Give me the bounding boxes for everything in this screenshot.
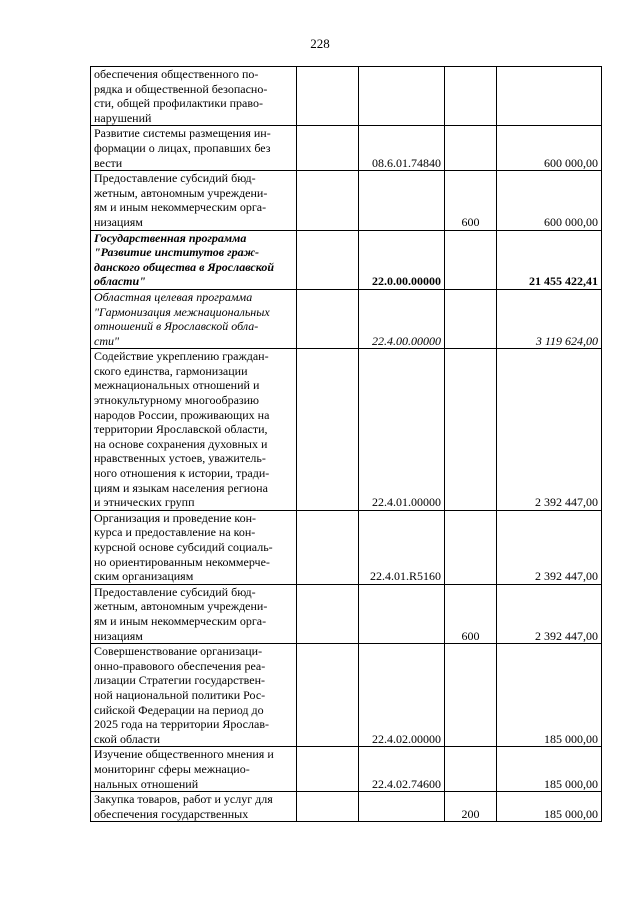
row-empty-cell: [297, 349, 359, 511]
table-row: [91, 230, 602, 289]
row-code-cell: 22.4.02.00000: [359, 644, 445, 747]
row-name-cell: Совершенствование организаци- онно-правового обеспечения реа- лизации Стратегии государствен- ной национальной политики Рос- сийской Федерации на период до 2025 года на территории Ярослав- ской области: [91, 644, 297, 747]
row-name-cell: Содействие укреплению граждан- ского единства, гармонизации межнациональных отношений и этнокультурному многообразию народов России, проживающих на территории Ярославской области, на основе сохранения духовных и нравственных устоев, уважитель- ного отношения к истории, тради- циям и языкам населения региона и этнических групп: [91, 349, 297, 511]
row-type-cell: [445, 747, 497, 792]
row-name-cell: Закупка товаров, работ и услуг для обеспечения государственных: [91, 792, 297, 822]
row-amount-cell: 2 392 447,00: [497, 510, 602, 584]
row-type-cell: 600: [445, 171, 497, 230]
row-type-cell: [445, 510, 497, 584]
row-type-cell: [445, 644, 497, 747]
row-amount-cell: 2 392 447,00: [497, 584, 602, 643]
row-empty-cell: [297, 792, 359, 822]
row-amount-cell: [497, 67, 602, 126]
page-number: 228: [310, 36, 330, 51]
table-row: [91, 126, 602, 171]
budget-table: [90, 66, 602, 822]
row-amount-cell: 185 000,00: [497, 747, 602, 792]
row-type-cell: [445, 289, 497, 348]
row-name-cell: Организация и проведение кон- курса и предоставление на кон- курсной основе субсидий социаль- но ориентированным некоммерче- ским организациям: [91, 510, 297, 584]
table-row: [91, 289, 602, 348]
row-empty-cell: [297, 584, 359, 643]
row-amount-cell: 21 455 422,41: [497, 230, 602, 289]
table-row: [91, 747, 602, 792]
row-type-cell: 600: [445, 584, 497, 643]
row-name-cell: Областная целевая программа "Гармонизация межнациональных отношений в Ярославской обла- сти": [91, 289, 297, 348]
row-name-cell: Предоставление субсидий бюд- жетным, автономным учреждени- ям и иным некоммерческим орга- низациям: [91, 584, 297, 643]
row-code-cell: [359, 584, 445, 643]
row-name-cell: Изучение общественного мнения и мониторинг сферы межнацио- нальных отношений: [91, 747, 297, 792]
row-empty-cell: [297, 126, 359, 171]
row-type-cell: [445, 126, 497, 171]
row-code-cell: [359, 67, 445, 126]
row-name-cell: Развитие системы размещения ин- формации о лицах, пропавших без вести: [91, 126, 297, 171]
budget-table-body: [91, 67, 602, 822]
row-type-cell: [445, 230, 497, 289]
row-code-cell: [359, 171, 445, 230]
row-type-cell: 200: [445, 792, 497, 822]
row-name-cell: Предоставление субсидий бюд- жетным, автономным учреждени- ям и иным некоммерческим орга- низациям: [91, 171, 297, 230]
table-row: [91, 510, 602, 584]
row-code-cell: 22.4.02.74600: [359, 747, 445, 792]
row-type-cell: [445, 67, 497, 126]
row-amount-cell: 3 119 624,00: [497, 289, 602, 348]
row-amount-cell: 600 000,00: [497, 171, 602, 230]
row-empty-cell: [297, 67, 359, 126]
table-row: [91, 67, 602, 126]
row-code-cell: 22.4.00.00000: [359, 289, 445, 348]
row-amount-cell: 2 392 447,00: [497, 349, 602, 511]
row-code-cell: 22.4.01.R5160: [359, 510, 445, 584]
table-row: [91, 584, 602, 643]
row-empty-cell: [297, 510, 359, 584]
table-row: [91, 792, 602, 822]
table-row: [91, 349, 602, 511]
row-name-cell: обеспечения общественного по- рядка и общественной безопасно- сти, общей профилактики право- нарушений: [91, 67, 297, 126]
row-empty-cell: [297, 171, 359, 230]
row-amount-cell: 600 000,00: [497, 126, 602, 171]
table-row: [91, 644, 602, 747]
row-code-cell: [359, 792, 445, 822]
row-empty-cell: [297, 747, 359, 792]
row-code-cell: 08.6.01.74840: [359, 126, 445, 171]
row-empty-cell: [297, 289, 359, 348]
row-type-cell: [445, 349, 497, 511]
table-row: [91, 171, 602, 230]
row-empty-cell: [297, 644, 359, 747]
row-empty-cell: [297, 230, 359, 289]
row-code-cell: 22.4.01.00000: [359, 349, 445, 511]
row-name-cell: Государственная программа "Развитие институтов граж- данского общества в Ярославской области": [91, 230, 297, 289]
row-amount-cell: 185 000,00: [497, 792, 602, 822]
row-amount-cell: 185 000,00: [497, 644, 602, 747]
row-code-cell: 22.0.00.00000: [359, 230, 445, 289]
